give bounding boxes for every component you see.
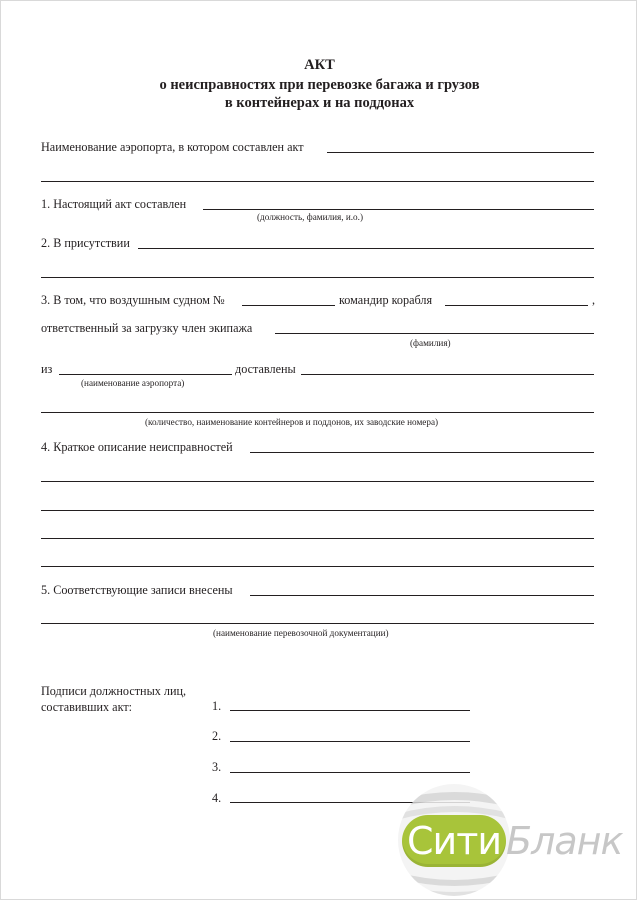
item1-label: 1. Настоящий акт составлен [41,197,187,211]
citiblank-logo [380,782,637,900]
signature-field-3[interactable] [230,772,470,773]
signature-field-2[interactable] [230,741,470,742]
item4-field-line4[interactable] [41,538,594,539]
delivered-field[interactable] [301,374,594,375]
commander-field[interactable] [445,305,588,306]
signature-number-4: 4. [212,791,222,805]
item5-label: 5. Соответствующие записи внесены [41,583,233,597]
item4-label: 4. Краткое описание неисправностей [41,440,233,454]
document-title: АКТ [304,57,335,73]
delivered-label: доставлены [235,362,296,376]
from-airport-caption: (наименование аэропорта) [81,378,185,388]
item4-field-line5[interactable] [41,566,594,567]
item1-caption: (должность, фамилия, и.о.) [257,212,364,222]
item3-label: 3. В том, что воздушным судном № [41,293,225,307]
from-airport-field[interactable] [59,374,232,375]
logo-text-part2: Бланк [506,819,623,863]
from-label: из [41,362,53,376]
aircraft-number-field[interactable] [242,305,335,306]
signature-field-1[interactable] [230,710,470,711]
airport-label: Наименование аэропорта, в котором составлен акт [41,140,304,154]
comma-text: , [592,293,596,307]
airport-field-line2[interactable] [41,181,594,182]
crew-member-label: ответственный за загрузку член экипажа [41,321,253,335]
crew-member-caption: (фамилия) [410,338,451,348]
signatures-label-line2: составивших акт: [41,700,133,714]
item4-field-line3[interactable] [41,510,594,511]
signature-number-3: 3. [212,760,222,774]
document-subtitle-line1: о неисправностях при перевозке багажа и грузов [159,77,480,93]
containers-field[interactable] [41,412,594,413]
item5-field-line2[interactable] [41,623,594,624]
crew-member-field[interactable] [275,333,594,334]
item2-label: 2. В присутствии [41,236,130,250]
signature-number-1: 1. [212,699,222,713]
document-subtitle-line2: в контейнерах и на поддонах [224,95,415,111]
item4-field[interactable] [250,452,594,453]
item2-field[interactable] [138,248,594,249]
commander-label: командир корабля [339,293,433,307]
item2-field-line2[interactable] [41,277,594,278]
logo-text-part1: Сити [406,819,502,863]
airport-field[interactable] [327,152,594,153]
item5-caption: (наименование перевозочной документации) [213,628,389,638]
signatures-label-line1: Подписи должностных лиц, [41,684,187,698]
item4-field-line2[interactable] [41,481,594,482]
item1-field[interactable] [203,209,594,210]
signature-number-2: 2. [212,729,222,743]
containers-caption: (количество, наименование контейнеров и поддонов, их заводские номера) [145,417,439,427]
item5-field[interactable] [250,595,594,596]
